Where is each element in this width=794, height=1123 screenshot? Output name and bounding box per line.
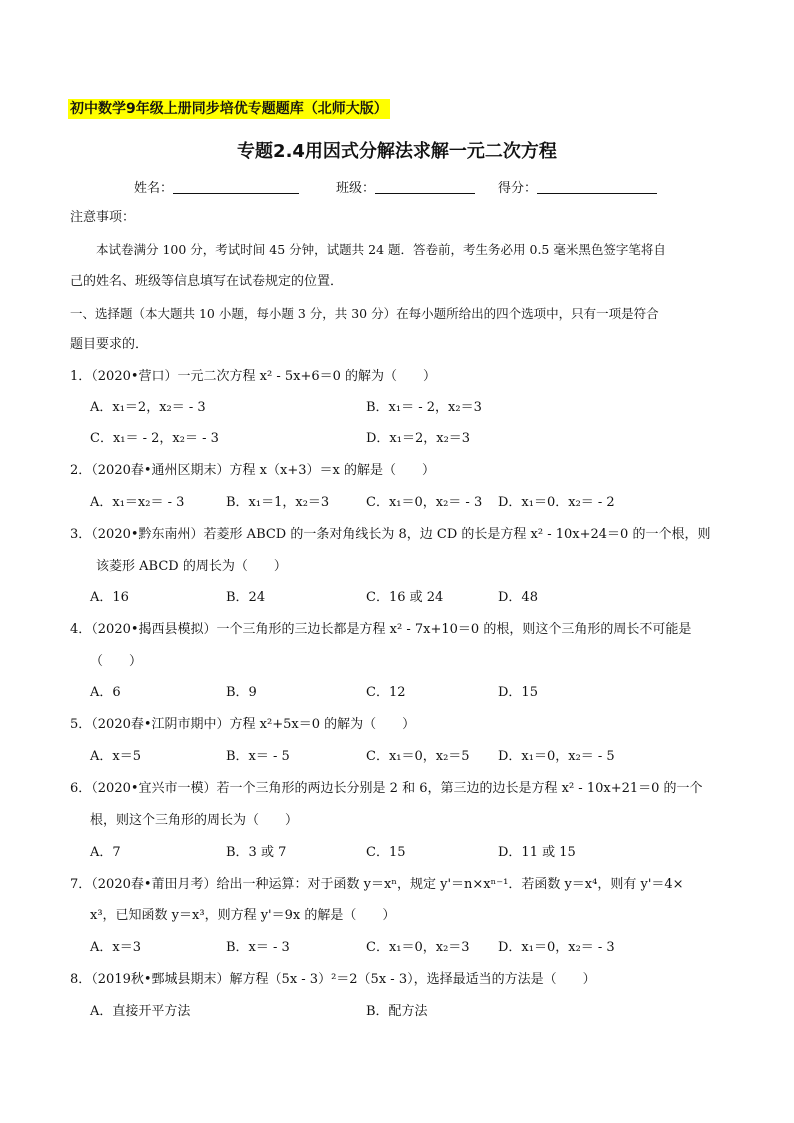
score-field[interactable] bbox=[498, 177, 657, 196]
option[interactable]: B．24 bbox=[226, 590, 266, 605]
option[interactable]: A．x₁＝x₂＝ - 3 bbox=[90, 495, 185, 510]
series-banner: 初中数学9年级上册同步培优专题题库（北师大版） bbox=[70, 101, 388, 117]
option[interactable]: A．直接开平方法 bbox=[90, 1004, 191, 1019]
notes-heading: 注意事项： bbox=[70, 210, 136, 225]
option[interactable]: C．16 或 24 bbox=[366, 590, 444, 605]
question-5: 5．（2020春•江阴市期中）方程 x²+5x＝0 的解为（ ） bbox=[70, 717, 416, 732]
question-7-cont: x³，已知函数 y＝x³，则方程 y'＝9x 的解是（ ） bbox=[90, 908, 396, 923]
option[interactable]: B．x₁＝1，x₂＝3 bbox=[226, 495, 330, 510]
name-field[interactable] bbox=[134, 177, 299, 196]
option[interactable]: B．配方法 bbox=[366, 1004, 428, 1019]
class-blank[interactable] bbox=[375, 179, 475, 194]
section-heading: 一、选择题（本大题共 10 小题，每小题 3 分，共 30 分）在每小题所给出的四个选项中，只有一项是符合 bbox=[70, 306, 659, 321]
name-label: 姓名： bbox=[134, 181, 174, 196]
option[interactable]: B．3 或 7 bbox=[226, 845, 287, 860]
option[interactable]: D．x₁＝0，x₂＝ - 3 bbox=[498, 940, 615, 955]
question-6: 6．（2020•宜兴市一模）若一个三角形的两边长分别是 2 和 6，第三边的边长是方程 x² - 10x+21＝0 的一个 bbox=[70, 781, 703, 796]
option[interactable]: A．6 bbox=[90, 685, 121, 700]
notes-line: 己的姓名、班级等信息填写在试卷规定的位置． bbox=[70, 274, 344, 289]
option[interactable]: C．x₁＝0，x₂＝5 bbox=[366, 749, 470, 764]
option[interactable]: A．7 bbox=[90, 845, 121, 860]
option[interactable]: D．x₁＝0．x₂＝ - 2 bbox=[498, 495, 615, 510]
option[interactable]: C．x₁＝ - 2，x₂＝ - 3 bbox=[90, 431, 219, 446]
question-3-cont: 该菱形 ABCD 的周长为（ ） bbox=[96, 559, 287, 574]
option[interactable]: A．16 bbox=[90, 590, 129, 605]
option[interactable]: A．x₁＝2，x₂＝ - 3 bbox=[90, 400, 206, 415]
class-label: 班级： bbox=[336, 181, 376, 196]
question-3: 3．（2020•黔东南州）若菱形 ABCD 的一条对角线长为 8，边 CD 的长是方程 x² - 10x+24＝0 的一个根，则 bbox=[70, 527, 711, 542]
name-blank[interactable] bbox=[173, 179, 299, 194]
question-7: 7．（2020春•莆田月考）给出一种运算：对于函数 y＝xⁿ，规定 y'＝n×xⁿ⁻¹．若函数 y＝x⁴，则有 y'＝4× bbox=[70, 877, 684, 892]
option[interactable]: D．48 bbox=[498, 590, 538, 605]
page-title: 专题2.4用因式分解法求解一元二次方程 bbox=[237, 141, 557, 162]
question-4: 4．（2020•揭西县模拟）一个三角形的三边长都是方程 x² - 7x+10＝0 的根，则这个三角形的周长不可能是 bbox=[70, 622, 692, 637]
option[interactable]: B．x₁＝ - 2，x₂＝3 bbox=[366, 400, 482, 415]
question-6-cont: 根，则这个三角形的周长为（ ） bbox=[90, 813, 299, 828]
section-heading: 题目要求的． bbox=[70, 337, 149, 352]
option[interactable]: B．x＝ - 3 bbox=[226, 940, 290, 955]
option[interactable]: C．x₁＝0，x₂＝3 bbox=[366, 940, 470, 955]
option[interactable]: A．x＝5 bbox=[90, 749, 141, 764]
option[interactable]: D．15 bbox=[498, 685, 538, 700]
question-8: 8．（2019秋•鄄城县期末）解方程（5x - 3）²＝2（5x - 3），选择最适当的方法是（ ） bbox=[70, 972, 596, 987]
score-label: 得分： bbox=[498, 181, 538, 196]
option[interactable]: C．12 bbox=[366, 685, 406, 700]
question-4-cont: （ ） bbox=[90, 654, 143, 669]
option[interactable]: D．x₁＝0，x₂＝ - 5 bbox=[498, 749, 615, 764]
option[interactable]: B．x＝ - 5 bbox=[226, 749, 290, 764]
option[interactable]: D．x₁＝2，x₂＝3 bbox=[366, 431, 471, 446]
option[interactable]: A．x＝3 bbox=[90, 940, 141, 955]
class-field[interactable] bbox=[336, 177, 475, 196]
notes-line: 本试卷满分 100 分，考试时间 45 分钟，试题共 24 题．答卷前，考生务必用 0.5 毫米黑色签字笔将自 bbox=[96, 242, 666, 257]
option[interactable]: C．x₁＝0，x₂＝ - 3 bbox=[366, 495, 483, 510]
option[interactable]: D．11 或 15 bbox=[498, 845, 576, 860]
option[interactable]: C．15 bbox=[366, 845, 406, 860]
score-blank[interactable] bbox=[537, 179, 657, 194]
question-2: 2．（2020春•通州区期末）方程 x（x+3）＝x 的解是（ ） bbox=[70, 463, 435, 478]
question-1: 1．（2020•营口）一元二次方程 x² - 5x+6＝0 的解为（ ） bbox=[70, 369, 437, 384]
option[interactable]: B．9 bbox=[226, 685, 257, 700]
